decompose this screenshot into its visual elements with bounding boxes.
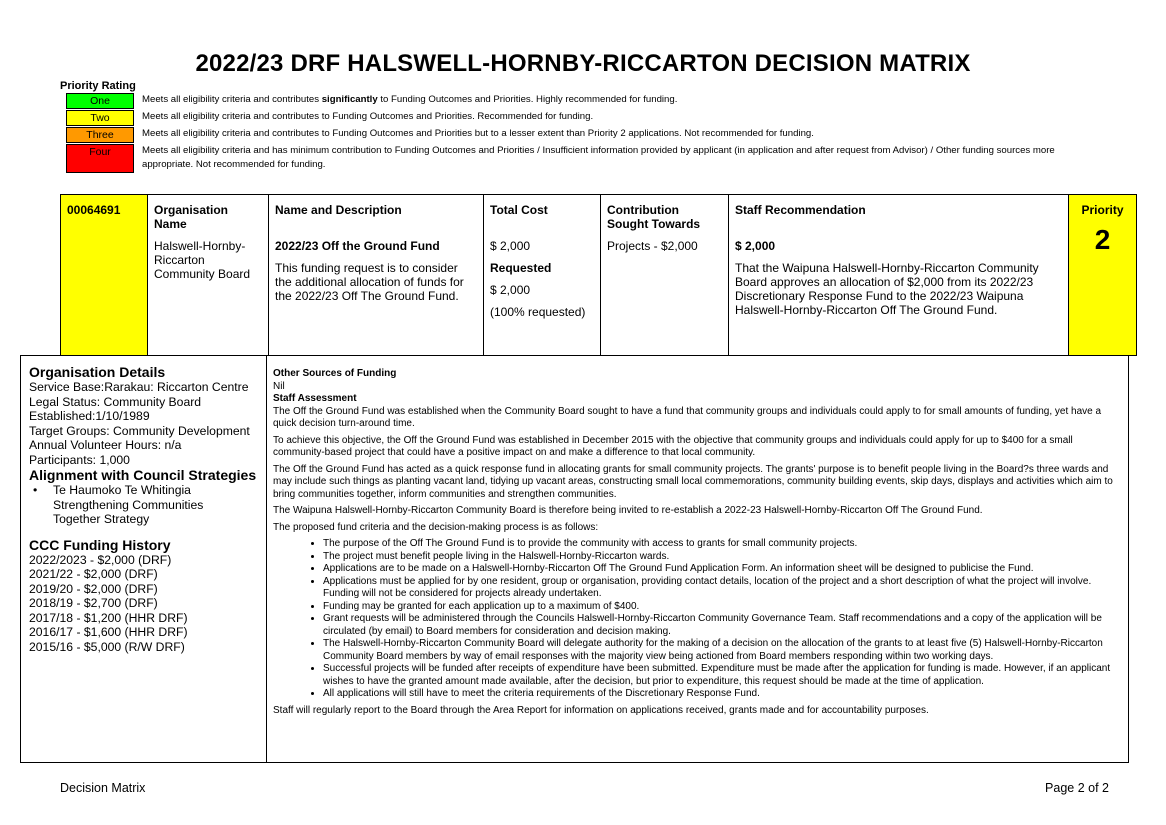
legend-swatch-one: One — [66, 93, 134, 109]
assessment-paragraph: The Waipuna Halswell-Hornby-Riccarton Community Board is therefore being invited to re-establish a 2022-23 Halswell-Hornby-Riccarton Off The Ground Fund. — [273, 505, 983, 516]
legend-row-two — [66, 110, 1106, 127]
total-cost-value: $ 2,000 — [490, 239, 531, 253]
funding-history-item: 2019/20 - $2,000 (DRF) — [29, 581, 158, 596]
other-sources-value: Nil — [273, 380, 285, 392]
funding-history-item: 2015/16 - $5,000 (R/W DRF) — [29, 639, 185, 654]
criteria-item: • Applications must be applied for by one resident, group or organisation, providing contact details, location of the project and a short description of what the project will involve. Funding will not be considered for projects already undertaken. — [323, 576, 1118, 601]
assessment-panel — [273, 368, 1118, 721]
name-description-header: Name and Description — [275, 203, 402, 217]
funding-history-item: 2017/18 - $1,200 (HHR DRF) — [29, 610, 188, 625]
criteria-item: • Successful projects will be funded after receipts of expenditure have been submitted. Expenditure must be made after the application for funding is made. However, if an applicant wishes to have the granted amount made available, after the decision, but prior to expenditure, this request should be made at the time of application. — [323, 663, 1118, 688]
staff-recommendation-text: That the Waipuna Halswell-Hornby-Riccarton Community Board approves an allocation of $2,000 from its 2022/23 Discretionary Response Fund to the 2022/23 Waipuna Halswell-Hornby-Riccarton Off The Ground Fund. — [735, 261, 1039, 317]
priority-rating-heading: Priority Rating — [60, 80, 136, 92]
bullet-icon: • — [33, 483, 38, 497]
legend-row-three — [66, 127, 1106, 144]
contribution-cell — [601, 195, 729, 356]
assessment-paragraph: To achieve this objective, the Off the Ground Fund was established in December 2015 with the objective that community groups and individuals could apply for up to $400 for a small community-based project that could have a positive impact on and make a difference to that local community. — [273, 434, 1073, 458]
org-detail-line: Annual Volunteer Hours: n/a — [29, 438, 182, 452]
legend-text-one-post: to Funding Outcomes and Priorities. Highly recommended for funding. — [377, 94, 678, 105]
staff-recommendation-cell — [729, 195, 1069, 356]
staff-assessment-heading: Staff Assessment — [273, 393, 357, 404]
org-detail-line: Target Groups: Community Development — [29, 423, 250, 438]
total-cost-cell — [484, 195, 601, 356]
legend-text-one-pre: Meets all eligibility criteria and contributes — [142, 94, 322, 105]
footer-document-name: Decision Matrix — [60, 781, 146, 795]
funding-history-item: 2018/19 - $2,700 (DRF) — [29, 596, 158, 610]
alignment-item-text: Te Haumoko Te Whitingia Strengthening Communities Together Strategy — [53, 483, 204, 526]
funding-history-item: 2016/17 - $1,600 (HHR DRF) — [29, 625, 188, 639]
legend-row-one — [66, 93, 1106, 110]
organisation-cell — [148, 195, 269, 356]
requested-percent: (100% requested) — [490, 305, 586, 319]
summary-table — [60, 194, 1137, 356]
staff-recommendation-header: Staff Recommendation — [735, 203, 866, 217]
legend-swatch-two: Two — [66, 110, 134, 126]
legend-text-one — [142, 93, 1106, 107]
details-section — [20, 355, 1129, 763]
page-title: 2022/23 DRF HALSWELL-HORNBY-RICCARTON DECISION MATRIX — [195, 50, 971, 77]
priority-value: 2 — [1094, 224, 1111, 255]
alignment-heading: Alignment with Council Strategies — [29, 467, 257, 483]
legend-text-three: Meets all eligibility criteria and contributes to Funding Outcomes and Priorities but to a lesser extent than Priority 2 applications. Not recommended for funding. — [142, 128, 814, 139]
alignment-item — [33, 483, 266, 527]
funding-history-item: 2022/2023 - $2,000 (DRF) — [29, 552, 172, 567]
criteria-item: • All applications will still have to meet the criteria requirements of the Discretionary Response Fund. — [323, 688, 1118, 701]
legend-row-four — [66, 144, 1106, 174]
name-description-cell — [269, 195, 484, 356]
criteria-item: • Applications are to be made on a Halswell-Hornby-Riccarton Off The Ground Fund Application Form. An information sheet will be designed to publicise the Fund. — [323, 563, 1118, 576]
criteria-item: • Grant requests will be administered through the Councils Halswell-Hornby-Riccarton Community Governance Team. Staff recommendations and a copy of the application will be circulated (by email) to Board members for consideration and decision making. — [323, 613, 1118, 638]
org-detail-line: Service Base:Rarakau: Riccarton Centre — [29, 380, 249, 394]
summary-row — [61, 195, 1137, 356]
priority-header: Priority — [1081, 203, 1124, 217]
criteria-list — [273, 538, 1118, 701]
legend-swatch-four: Four — [66, 144, 134, 173]
total-cost-header: Total Cost — [490, 203, 548, 217]
funding-history-heading: CCC Funding History — [29, 536, 171, 553]
legend-swatch-three: Three — [66, 127, 134, 143]
priority-legend — [66, 93, 1106, 174]
criteria-item: • The project must benefit people living in the Halswell-Hornby-Riccarton wards. — [323, 551, 1118, 564]
criteria-item: • The Halswell-Hornby-Riccarton Community Board will delegate authority for the making of a decision on the allocation of the grants to at least five (5) Halswell-Hornby-Riccarton Community Board members by way of email responses with the majority view being actioned from Board members responding within two working days. — [323, 638, 1118, 663]
org-detail-line: Legal Status: Community Board — [29, 394, 202, 409]
assessment-closing: Staff will regularly report to the Board through the Area Report for information on applications received, grants made and for accountability purposes. — [273, 704, 929, 716]
other-sources-heading: Other Sources of Funding — [273, 368, 397, 379]
footer-page-number: Page 2 of 2 — [1045, 781, 1109, 795]
legend-text-four: Meets all eligibility criteria and has minimum contribution to Funding Outcomes and Priorities / Insufficient information provided by applicant (in application and after request from Advisor) / Other funding sources more appropriate. Not recommended for funding. — [142, 145, 1055, 170]
org-detail-line: Established:1/10/1989 — [29, 409, 150, 423]
assessment-paragraph: The Off the Ground Fund has acted as a quick response fund in allocating grants for small community projects. The grants' purpose is to benefit people living in the Board?s three wards and may include such things as planting vacant land, tidying up vacant areas, constructing small local commemorations, community building events, skip days, displays and activities which aim to bring communities together, inform communities and strengthen communities. — [273, 463, 1113, 500]
criteria-item: • The purpose of the Off The Ground Fund is to provide the community with access to grants for small community projects. — [323, 538, 1118, 551]
staff-recommendation-amount: $ 2,000 — [735, 239, 776, 253]
contribution-value: Projects - $2,000 — [607, 239, 698, 253]
requested-amount: $ 2,000 — [490, 283, 531, 297]
requested-label: Requested — [490, 261, 552, 275]
priority-cell — [1069, 195, 1137, 356]
organisation-details-panel — [21, 356, 267, 762]
legend-text-one-bold: significantly — [321, 94, 378, 105]
project-name: 2022/23 Off the Ground Fund — [275, 239, 440, 253]
organisation-header: Organisation Name — [154, 203, 229, 231]
org-detail-line: Participants: 1,000 — [29, 452, 130, 467]
assessment-paragraph: The Off the Ground Fund was established when the Community Board sought to have a fund that community groups and individuals could apply to for small amounts of funding, yet have a quick decision turn-around time. — [273, 405, 1102, 429]
funding-history-item: 2021/22 - $2,000 (DRF) — [29, 567, 158, 581]
organisation-name: Halswell-Hornby-Riccarton Community Board — [154, 239, 251, 281]
contribution-header: Contribution Sought Towards — [607, 203, 701, 231]
criteria-item: • Funding may be granted for each application up to a maximum of $400. — [323, 601, 1118, 614]
project-description: This funding request is to consider the additional allocation of funds for the 2022/23 Off The Ground Fund. — [275, 261, 464, 303]
application-id: 00064691 — [61, 195, 148, 356]
assessment-paragraph: The proposed fund criteria and the decision-making process is as follows: — [273, 521, 599, 533]
organisation-details-heading: Organisation Details — [29, 364, 166, 380]
legend-text-two: Meets all eligibility criteria and contributes to Funding Outcomes and Priorities. Recommended for funding. — [142, 111, 594, 122]
